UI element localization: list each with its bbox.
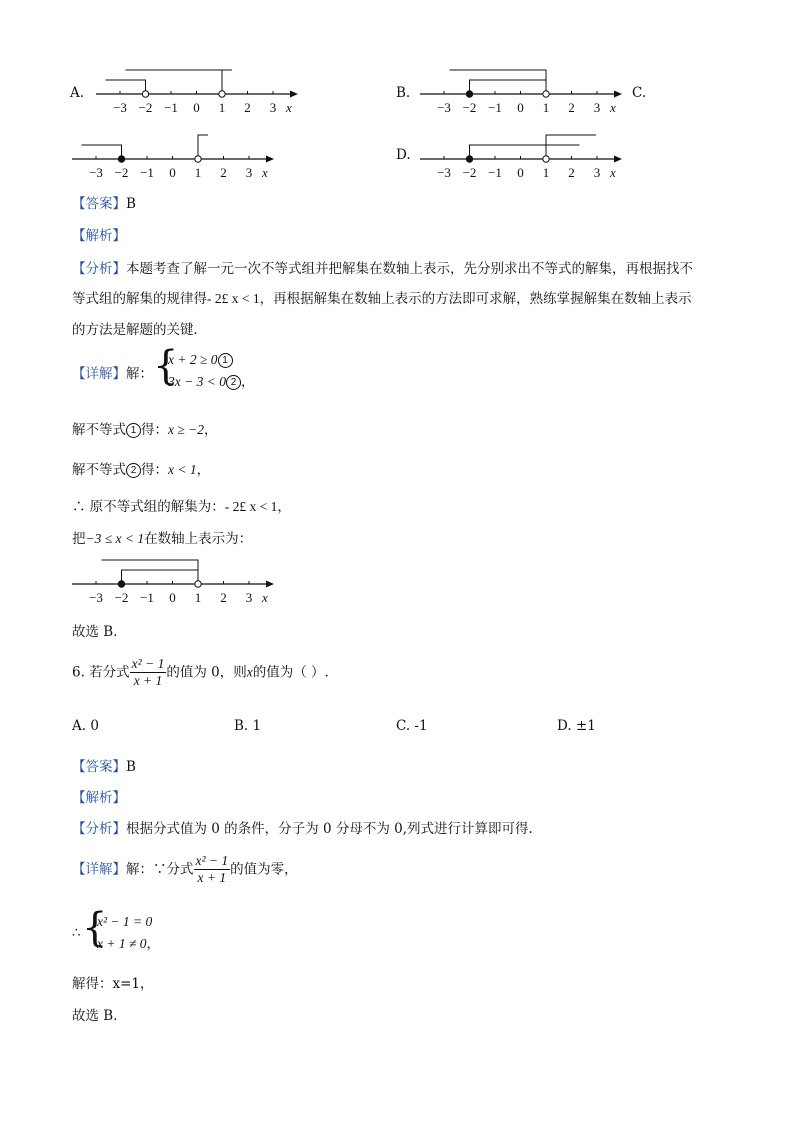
step1-b: 得： bbox=[141, 422, 168, 438]
axis-var-label: x bbox=[610, 100, 616, 115]
open-dot bbox=[543, 156, 549, 162]
axis-arrow-icon bbox=[614, 91, 622, 98]
axis-arrow-icon bbox=[266, 581, 274, 588]
q6-frac-den: x + 1 bbox=[133, 673, 163, 688]
q6-fenxi-text: 根据分式值为 0 的条件，分子为 0 分母不为 0,列式进行计算即可得. bbox=[126, 821, 533, 837]
q6-conclusion: 故选 B． bbox=[72, 1008, 127, 1024]
step2-a: 解不等式 bbox=[72, 462, 126, 478]
tick-label: −2 bbox=[462, 100, 477, 115]
axis-arrow-icon bbox=[614, 156, 622, 163]
open-dot bbox=[195, 156, 201, 162]
q6-system-line-2 bbox=[97, 935, 160, 953]
tick-label: −2 bbox=[138, 100, 153, 115]
solution-bracket bbox=[198, 135, 208, 159]
sys-eq1: x + 2 ≥ 0 bbox=[168, 352, 218, 367]
system-line-2 bbox=[168, 373, 254, 391]
axis-var-label: x bbox=[610, 165, 616, 180]
solid-dot bbox=[466, 156, 472, 162]
q6-detail-frac-den: x + 1 bbox=[197, 870, 227, 885]
step1-c: ， bbox=[204, 422, 218, 438]
detail-tag: 【详解】 bbox=[72, 366, 126, 382]
q6-option-b: B. 1 bbox=[234, 718, 262, 734]
sys-eq2: 3x − 3 < 0 bbox=[168, 374, 226, 389]
step2-c: ， bbox=[196, 462, 211, 478]
tick-label: 2 bbox=[220, 590, 227, 605]
q5-step3 bbox=[72, 495, 291, 515]
q6-detail-frac-num: x² − 1 bbox=[195, 853, 229, 868]
q6-fenxi bbox=[72, 817, 533, 837]
step2-math: x < 1 bbox=[168, 462, 197, 477]
answer-tag: 【答案】 bbox=[72, 196, 126, 212]
tick-label: −3 bbox=[437, 100, 451, 115]
tick-label: 1 bbox=[542, 165, 550, 180]
step4-math: −3 ≤ x < 1 bbox=[85, 531, 145, 546]
system-line-1 bbox=[168, 351, 233, 369]
tick-label: −2 bbox=[462, 165, 477, 180]
open-dot bbox=[195, 581, 201, 587]
detail-lead: 解： bbox=[126, 366, 153, 382]
sys-tail: ， bbox=[240, 374, 255, 389]
q6-detail-a: 解：∵分式 bbox=[126, 861, 194, 878]
fenxi-text-2a: 等式组的解集的规律得 bbox=[72, 291, 207, 307]
number-line-d bbox=[414, 125, 629, 183]
tick-label: 0 bbox=[517, 165, 524, 180]
number-line-c bbox=[66, 125, 281, 183]
fenxi-math: - 2£ x < 1 bbox=[207, 291, 260, 306]
solution-bracket bbox=[122, 570, 199, 584]
q5-step4 bbox=[72, 527, 252, 547]
q6-stem-a: 6. 若分式 bbox=[72, 664, 130, 681]
q6-detail-tag: 【详解】 bbox=[72, 861, 126, 878]
q5-conclusion: 故选 B． bbox=[72, 624, 127, 640]
q6-analysis-tag: 【解析】 bbox=[72, 790, 126, 806]
q5-step1 bbox=[72, 418, 218, 438]
q6-option-d: D. ±1 bbox=[557, 718, 596, 734]
tick-label: −1 bbox=[164, 100, 178, 115]
q6-sys-tail: ， bbox=[146, 936, 161, 951]
option-a-label: A. bbox=[70, 85, 85, 101]
q5-analysis-tag: 【解析】 bbox=[72, 228, 126, 244]
axis-var-label: x bbox=[286, 100, 292, 115]
tick-label: 3 bbox=[269, 100, 277, 115]
tick-label: −1 bbox=[488, 100, 502, 115]
open-dot bbox=[543, 91, 549, 97]
tick-label: 0 bbox=[169, 165, 176, 180]
q6-detail-b: 的值为零， bbox=[230, 861, 298, 878]
axis-arrow-icon bbox=[290, 91, 298, 98]
tick-label: −3 bbox=[113, 100, 127, 115]
circled-one-ref: 1 bbox=[126, 423, 141, 438]
tick-label: −2 bbox=[114, 165, 129, 180]
q6-left-brace: { bbox=[82, 905, 108, 951]
q6-fraction bbox=[130, 656, 167, 689]
circled-two: 2 bbox=[226, 375, 241, 390]
number-line-a bbox=[90, 60, 305, 118]
step4-b: 在数轴上表示为： bbox=[144, 531, 253, 547]
solid-dot bbox=[466, 91, 472, 97]
tick-label: 0 bbox=[169, 590, 176, 605]
option-c-label: C. bbox=[632, 85, 647, 101]
tick-label: −1 bbox=[488, 165, 502, 180]
tick-label: −3 bbox=[437, 165, 451, 180]
axis-var-label: x bbox=[262, 590, 268, 605]
tick-label: 1 bbox=[194, 165, 202, 180]
q5-fenxi-line3: 的方法是解题的关键． bbox=[72, 322, 207, 338]
solution-bracket bbox=[82, 145, 122, 159]
q6-solve: 解得：x=1， bbox=[72, 976, 154, 992]
q6-option-c: C. -1 bbox=[396, 718, 428, 734]
q6-stem-b: 的值为 0，则 bbox=[166, 664, 247, 681]
step1-a: 解不等式 bbox=[72, 422, 126, 438]
solution-bracket bbox=[106, 80, 146, 94]
step4-a: 把 bbox=[72, 531, 86, 547]
solution-bracket bbox=[470, 80, 547, 94]
q6-fenxi-tag: 【分析】 bbox=[72, 821, 126, 837]
tick-label: 1 bbox=[542, 100, 550, 115]
tick-label: −1 bbox=[140, 165, 154, 180]
open-dot bbox=[142, 91, 148, 97]
solution-bracket bbox=[470, 145, 580, 159]
step1-math: x ≥ −2 bbox=[168, 422, 205, 437]
tick-label: 2 bbox=[244, 100, 251, 115]
circled-two-ref: 2 bbox=[126, 463, 141, 478]
solution-bracket bbox=[222, 70, 232, 94]
q6-system-line-1: x² − 1 = 0 bbox=[97, 914, 153, 929]
solution-bracket bbox=[450, 70, 547, 94]
option-b-label: B. bbox=[396, 85, 411, 101]
tick-label: −3 bbox=[89, 165, 103, 180]
fenxi-text-1: 本题考查了解一元一次不等式组并把解集在数轴上表示，先分别求出不等式的解集，再根据找不 bbox=[126, 261, 693, 277]
q6-answer-value: B bbox=[126, 759, 136, 775]
q6-sys-eq2: x + 1 ≠ 0 bbox=[97, 936, 147, 951]
q6-option-a: A. 0 bbox=[72, 718, 99, 734]
fenxi-tag: 【分析】 bbox=[72, 261, 126, 277]
option-d-label: D. bbox=[396, 147, 411, 163]
q5-fenxi-line1 bbox=[72, 257, 693, 277]
number-line-solution bbox=[66, 550, 281, 608]
tick-label: 2 bbox=[220, 165, 227, 180]
solution-bracket bbox=[102, 560, 199, 584]
tick-label: −1 bbox=[140, 590, 154, 605]
solid-dot bbox=[118, 156, 124, 162]
step3-math: - 2£ x < 1 bbox=[224, 499, 278, 514]
q5-detail bbox=[72, 362, 153, 382]
open-dot bbox=[219, 91, 225, 97]
tick-label: −3 bbox=[89, 590, 103, 605]
left-brace: { bbox=[153, 343, 179, 389]
step3-c: ， bbox=[277, 499, 291, 515]
q6-answer-tag: 【答案】 bbox=[72, 759, 126, 775]
axis-arrow-icon bbox=[266, 156, 274, 163]
answer-value: B bbox=[126, 196, 136, 212]
tick-label: −2 bbox=[114, 590, 129, 605]
q6-stem-c: 的值为（ ）. bbox=[252, 664, 329, 681]
q6-detail bbox=[72, 853, 298, 886]
tick-label: 3 bbox=[245, 590, 253, 605]
tick-label: 2 bbox=[568, 100, 575, 115]
q6-answer bbox=[72, 755, 136, 775]
step2-b: 得： bbox=[141, 462, 168, 478]
tick-label: 3 bbox=[245, 165, 253, 180]
q5-answer bbox=[72, 192, 136, 212]
number-line-b bbox=[414, 60, 629, 118]
solid-dot bbox=[118, 581, 124, 587]
fenxi-text-2b: ，再根据解集在数轴上表示的方法即可求解，熟练掌握解集在数轴上表示 bbox=[259, 291, 692, 307]
q6-therefore: ∴ bbox=[72, 925, 81, 941]
circled-one: 1 bbox=[218, 353, 233, 368]
tick-label: 0 bbox=[517, 100, 524, 115]
q5-fenxi-line2 bbox=[72, 287, 692, 307]
tick-label: 3 bbox=[593, 165, 601, 180]
tick-label: 1 bbox=[194, 590, 202, 605]
q6-stem-var: x bbox=[246, 664, 253, 680]
tick-label: 2 bbox=[568, 165, 575, 180]
tick-label: 0 bbox=[193, 100, 200, 115]
step3-a: ∴ 原不等式组的解集为： bbox=[72, 499, 225, 515]
q6-stem bbox=[72, 656, 329, 689]
q6-frac-num: x² − 1 bbox=[131, 656, 165, 671]
tick-label: 1 bbox=[218, 100, 226, 115]
q5-step2 bbox=[72, 458, 210, 478]
axis-var-label: x bbox=[262, 165, 268, 180]
solution-bracket bbox=[546, 135, 596, 159]
q6-detail-fraction bbox=[194, 853, 231, 886]
tick-label: 3 bbox=[593, 100, 601, 115]
